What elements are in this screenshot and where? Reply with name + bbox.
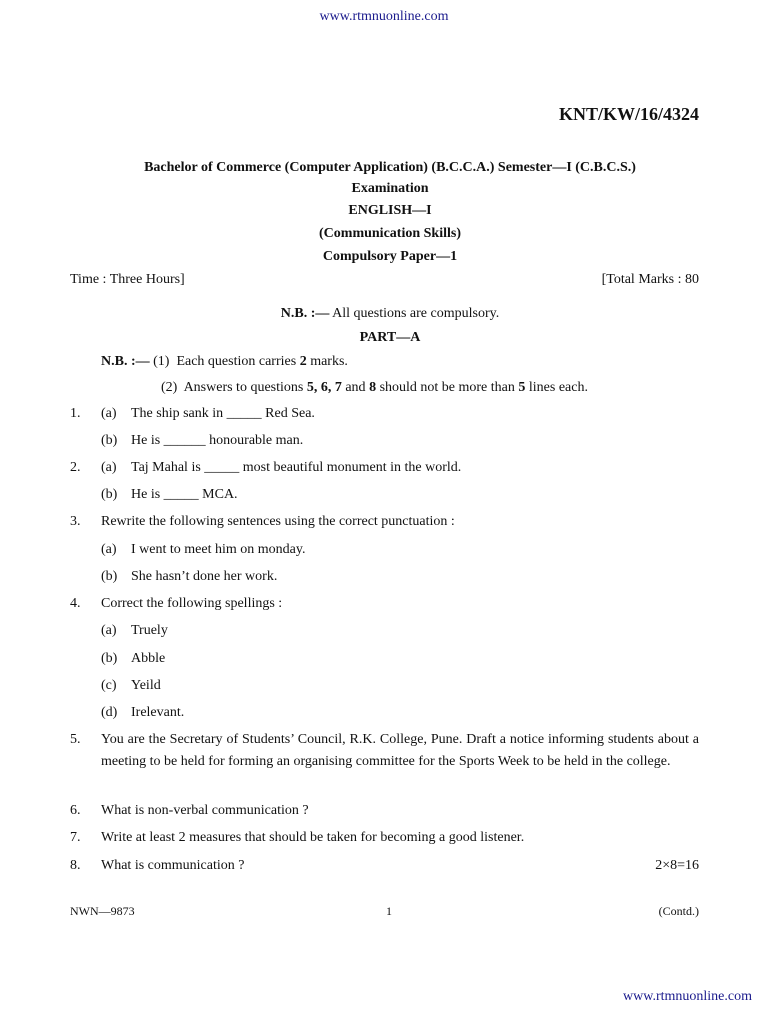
question-text: Rewrite the following sentences using the correct punctuation : bbox=[101, 514, 455, 529]
question-2a bbox=[0, 460, 768, 478]
question-text: She hasn’t done her work. bbox=[131, 569, 278, 584]
contd-label: (Contd.) bbox=[658, 904, 699, 918]
time-label: Time : Three Hours] bbox=[70, 272, 185, 287]
paper-code: KNT/KW/16/4324 bbox=[558, 104, 699, 124]
question-4d bbox=[0, 705, 768, 723]
bottom-website-link[interactable]: www.rtmnuonline.com bbox=[623, 989, 752, 1004]
nb-part-num-1: (1) bbox=[153, 354, 170, 369]
nb-part-label: N.B. :— bbox=[101, 354, 150, 369]
sub-label: (c) bbox=[101, 678, 117, 693]
nb-part-text-2g: lines each. bbox=[528, 380, 588, 395]
footer-code: NWN—9873 bbox=[70, 904, 135, 918]
nb-part-text-2e: should not be more than bbox=[379, 380, 515, 395]
sub-label: (d) bbox=[101, 705, 118, 720]
question-number: 6. bbox=[70, 803, 81, 818]
top-website-link[interactable]: www.rtmnuonline.com bbox=[319, 9, 449, 24]
question-text: I went to meet him on monday. bbox=[131, 542, 306, 557]
paper-name: Compulsory Paper—1 bbox=[322, 249, 458, 264]
question-text: He is _____ MCA. bbox=[131, 487, 238, 502]
question-number: 1. bbox=[70, 406, 81, 421]
question-4b bbox=[0, 651, 768, 669]
nb-part-text-2b: 5, 6, 7 bbox=[306, 380, 342, 395]
question-3 bbox=[0, 514, 768, 532]
sub-label: (a) bbox=[101, 542, 117, 557]
question-1b bbox=[0, 433, 768, 451]
question-text: Abble bbox=[131, 651, 166, 666]
nb-part-text-1b: marks. bbox=[310, 354, 348, 369]
question-1a bbox=[0, 406, 768, 424]
nb-label: N.B. :— bbox=[280, 306, 330, 321]
question-5-text: You are the Secretary of Students’ Council, R.K. College, Pune. Draft a notice informing students about a meeting to be held for forming an organising committee for the Sports Week to be held in the college. bbox=[101, 732, 699, 769]
general-instruction bbox=[60, 306, 720, 322]
nb-part-text-2a: Answers to questions bbox=[183, 380, 304, 395]
nb-part-marks: 2 bbox=[299, 354, 307, 369]
exam-title-line2: Examination bbox=[351, 181, 429, 196]
question-number: 2. bbox=[70, 460, 81, 475]
sub-label: (b) bbox=[101, 569, 118, 584]
part-heading: PART—A bbox=[359, 330, 421, 345]
question-text: The ship sank in _____ Red Sea. bbox=[131, 406, 315, 421]
question-7 bbox=[0, 830, 768, 848]
question-number: 3. bbox=[70, 514, 81, 529]
question-text: Truely bbox=[131, 623, 168, 638]
question-text: Correct the following spellings : bbox=[101, 596, 283, 611]
question-4a bbox=[0, 623, 768, 641]
sub-label: (a) bbox=[101, 406, 117, 421]
nb-part-num-2: (2) bbox=[161, 380, 178, 395]
total-marks-label: [Total Marks : 80 bbox=[601, 272, 699, 287]
question-6 bbox=[0, 803, 768, 821]
sub-label: (a) bbox=[101, 460, 117, 475]
question-text: What is communication ? bbox=[101, 858, 245, 873]
nb-part-text-2c: and bbox=[345, 380, 366, 395]
nb-part-text-2d: 8 bbox=[369, 380, 377, 395]
question-3a bbox=[0, 542, 768, 560]
question-text: Yeild bbox=[131, 678, 161, 693]
question-2b bbox=[0, 487, 768, 505]
section-marks: 2×8=16 bbox=[655, 858, 699, 873]
question-number: 4. bbox=[70, 596, 81, 611]
question-8 bbox=[0, 858, 768, 876]
question-text: Taj Mahal is _____ most beautiful monument in the world. bbox=[131, 460, 462, 475]
question-text: Write at least 2 measures that should be taken for becoming a good listener. bbox=[101, 830, 525, 845]
subject-subtitle: (Communication Skills) bbox=[319, 226, 461, 241]
question-4c bbox=[0, 678, 768, 696]
sub-label: (b) bbox=[101, 433, 118, 448]
question-4 bbox=[0, 596, 768, 614]
sub-label: (b) bbox=[101, 487, 118, 502]
nb-part-text-1: Each question carries bbox=[176, 354, 297, 369]
page-number: 1 bbox=[386, 904, 392, 918]
nb-part-text-2f: 5 bbox=[518, 380, 526, 395]
question-text: Irelevant. bbox=[131, 705, 185, 720]
nb-text: All questions are compulsory. bbox=[332, 306, 500, 321]
question-3b bbox=[0, 569, 768, 587]
question-number: 7. bbox=[70, 830, 81, 845]
subject-title: ENGLISH—I bbox=[348, 203, 432, 218]
sub-label: (a) bbox=[101, 623, 117, 638]
question-text: What is non-verbal communication ? bbox=[101, 803, 309, 818]
exam-title: Bachelor of Commerce (Computer Application) (B.C.C.A.) Semester—I (C.B.C.S.) bbox=[144, 160, 636, 175]
part-instruction-2 bbox=[161, 380, 588, 396]
part-instruction-1 bbox=[101, 354, 348, 370]
question-text: He is ______ honourable man. bbox=[131, 433, 304, 448]
sub-label: (b) bbox=[101, 651, 118, 666]
question-number: 8. bbox=[70, 858, 81, 873]
question-number: 5. bbox=[70, 732, 81, 747]
